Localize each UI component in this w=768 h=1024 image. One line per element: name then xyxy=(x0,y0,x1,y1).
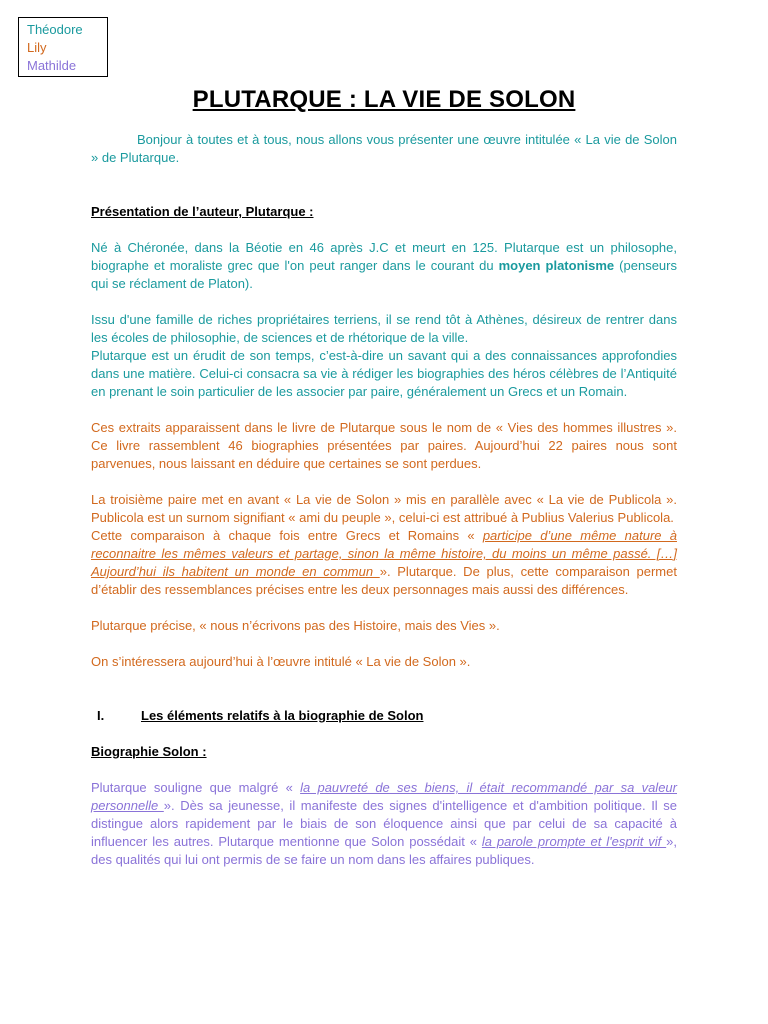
section-number: I. xyxy=(97,708,105,723)
text-run: Cette comparaison à chaque fois entre Grecs et Romains « xyxy=(91,528,483,543)
text-run: Né à Chéronée, dans la Béotie en 46 après J.C et meurt en 125. Plutarque est un philosophe, biographe et moraliste grec que l'on peut ranger dans le courant du xyxy=(91,240,677,273)
work-paragraph-3 xyxy=(91,527,677,599)
author-name: Théodore xyxy=(27,22,83,37)
work-paragraph-2: La troisième paire met en avant « La vie de Solon » mis en parallèle avec « La vie de Publicola ». Publicola est un surnom signifiant « ami du peuple », celui-ci est attribué à Publius Valerius Publicola. xyxy=(91,492,677,525)
biography-heading: Biographie Solon : xyxy=(91,744,207,759)
intro-paragraph: Bonjour à toutes et à tous, nous allons vous présenter une œuvre intitulée « La vie de Solon » de Plutarque. xyxy=(91,132,677,165)
author-paragraph-3: Plutarque est un érudit de son temps, c’est-à-dire un savant qui a des connaissances approfondies dans une matière. Celui-ci consacra sa vie à rédiger les biographies des héros célèbres de l’Antiquité en prenant le soin particulier de les associer par paire, généralement un Grecs et un Romain. xyxy=(91,348,677,399)
author-paragraph-2: Issu d'une famille de riches propriétaires terriens, il se rend tôt à Athènes, désireux de rentrer dans les écoles de philosophie, de sciences et de rhétorique de la ville. xyxy=(91,312,677,345)
author-name: Lily xyxy=(27,40,47,55)
text-run: ». Plutarque. De plus, cette comparaison permet d’établir des ressemblances précises entre les deux personnages mais aussi des différences. xyxy=(91,564,677,597)
quote: participe d’une même nature à reconnaitre les mêmes valeurs et partage, sinon la même histoire, du moins un même passé. […] Aujourd’hui ils habitent un monde en commun xyxy=(91,528,677,579)
text-run: », des qualités qui lui ont permis de se faire un nom dans les affaires publiques. xyxy=(91,834,677,867)
bold-term: moyen platonisme xyxy=(498,258,615,273)
quote: la pauvreté de ses biens, il était recommandé par sa valeur personnelle xyxy=(91,780,677,813)
text-run: ». Dès sa jeunesse, il manifeste des signes d'intelligence et d'ambition politique. Il se distingue alors rapidement par le biais de son éloquence ainsi que par celui de sa capacité à influencer les autres. Plutarque mentionne que Solon possédait « xyxy=(91,798,678,849)
work-paragraph-4: Plutarque précise, « nous n’écrivons pas des Histoire, mais des Vies ». xyxy=(91,618,500,633)
author-name: Mathilde xyxy=(27,58,77,73)
text-run: (penseurs qui se réclament de Platon). xyxy=(91,258,677,291)
document-body xyxy=(91,131,677,869)
author-paragraph-1 xyxy=(91,239,677,293)
authors-box xyxy=(18,17,108,77)
quote: la parole prompte et l'esprit vif xyxy=(481,834,667,849)
work-paragraph-5: On s’intéressera aujourd’hui à l’œuvre intitulé « La vie de Solon ». xyxy=(91,654,471,669)
work-paragraph-1: Ces extraits apparaissent dans le livre de Plutarque sous le nom de « Vies des hommes illustres ». Ce livre rassemblent 46 biographies présentées par paires. Aujourd’hui 22 paires nous sont parvenues, nous laissant en déduire que certaines se sont perdues. xyxy=(91,420,677,471)
section-heading xyxy=(91,707,677,725)
author-section-heading: Présentation de l’auteur, Plutarque : xyxy=(91,204,314,219)
document-title: PLUTARQUE : LA VIE DE SOLON xyxy=(192,86,576,113)
section-label: Les éléments relatifs à la biographie de Solon xyxy=(141,708,424,723)
text-run: Plutarque souligne que malgré « xyxy=(91,780,301,795)
biography-paragraph xyxy=(91,779,677,869)
